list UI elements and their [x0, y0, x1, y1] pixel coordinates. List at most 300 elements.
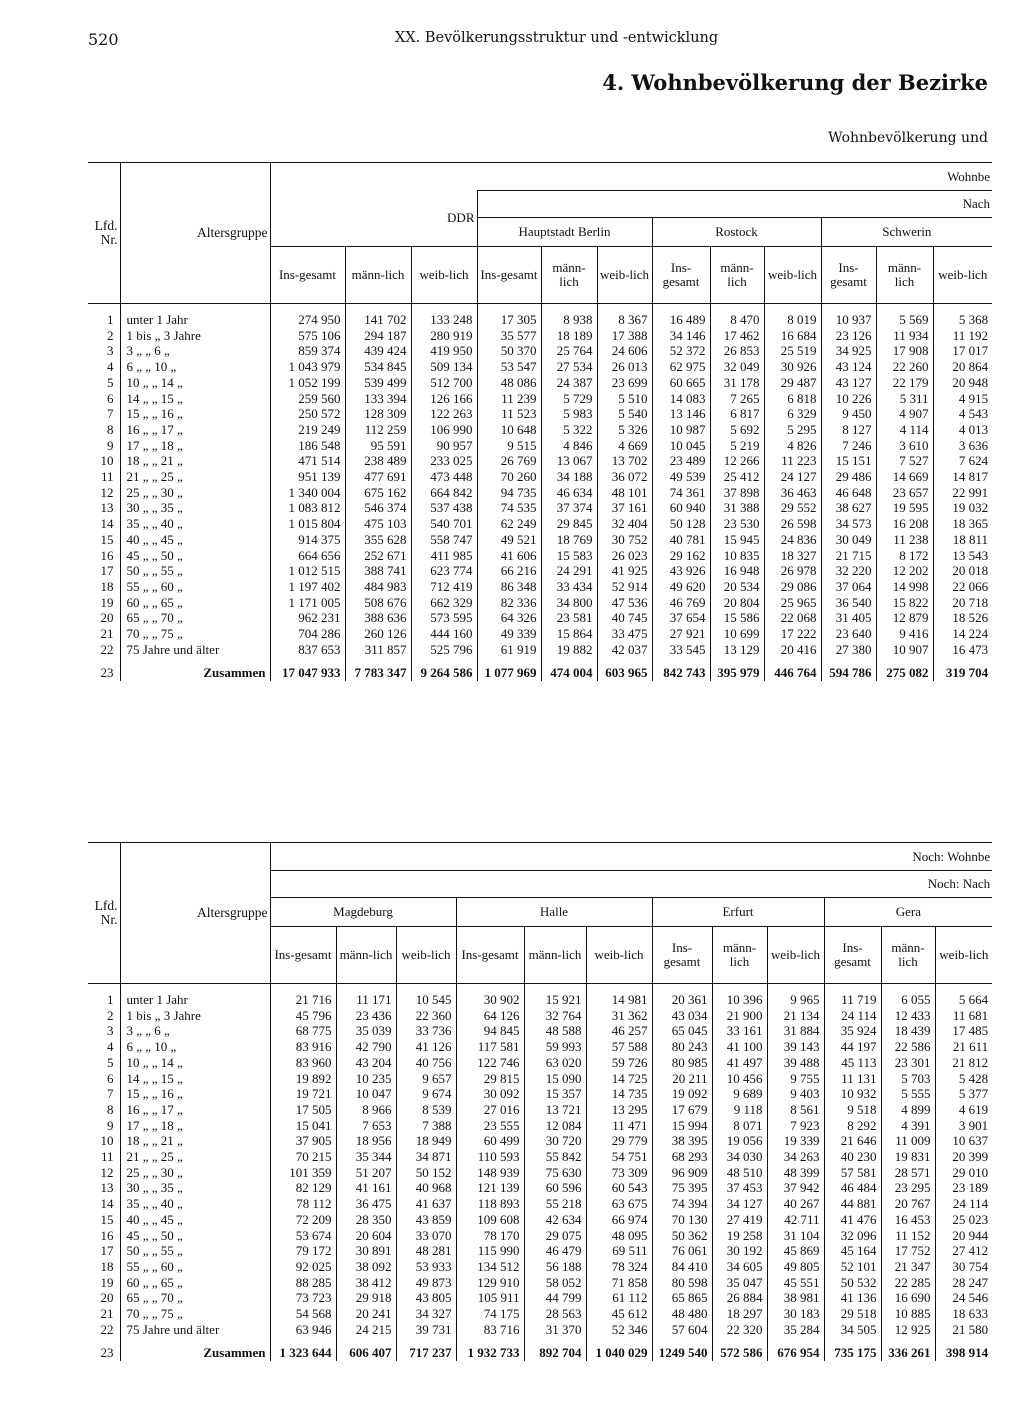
- value-cell: 4 899: [881, 1102, 935, 1118]
- value-cell: 26 978: [764, 563, 821, 579]
- value-cell: 15 583: [541, 548, 597, 564]
- table-row: [88, 1180, 992, 1196]
- total-row: [88, 665, 992, 681]
- value-cell: 13 702: [597, 453, 652, 469]
- value-cell: 10 545: [396, 992, 456, 1008]
- altersgruppe-header: Altersgruppe: [120, 163, 270, 304]
- value-cell: 27 534: [541, 359, 597, 375]
- value-cell: 27 412: [935, 1243, 992, 1259]
- value-cell: 29 162: [652, 548, 710, 564]
- value-cell: 12 084: [524, 1118, 586, 1134]
- value-cell: 3 610: [876, 438, 933, 454]
- page-number: 520: [88, 30, 119, 49]
- value-cell: 90 957: [411, 438, 477, 454]
- value-cell: 78 170: [456, 1228, 524, 1244]
- total-cell: 603 965: [597, 665, 652, 681]
- value-cell: 59 993: [524, 1039, 586, 1055]
- table-row: [88, 1165, 992, 1181]
- value-cell: 52 914: [597, 579, 652, 595]
- value-cell: 22 285: [881, 1275, 935, 1291]
- total-cell: 395 979: [710, 665, 764, 681]
- col-maennlich: männ-lich: [876, 247, 933, 304]
- value-cell: 23 640: [821, 626, 876, 642]
- value-cell: 14 224: [933, 626, 992, 642]
- value-cell: 64 126: [456, 1008, 524, 1024]
- value-cell: 45 551: [767, 1275, 824, 1291]
- row-number: 13: [100, 500, 114, 516]
- value-cell: 19 032: [933, 500, 992, 516]
- value-cell: 12 925: [881, 1322, 935, 1338]
- value-cell: 14 083: [652, 391, 710, 407]
- age-group: 18 „ „ 21 „: [120, 1133, 270, 1149]
- value-cell: 11 131: [824, 1071, 881, 1087]
- total-cell: 572 586: [712, 1345, 767, 1361]
- value-cell: 25 965: [764, 595, 821, 611]
- value-cell: 53 933: [396, 1259, 456, 1275]
- value-cell: 29 487: [764, 375, 821, 391]
- row-number: 9: [107, 1117, 114, 1133]
- row-number: 14: [100, 516, 114, 532]
- col-maennlich: männ-lich: [345, 247, 411, 304]
- value-cell: 4 915: [933, 391, 992, 407]
- value-cell: 5 219: [710, 438, 764, 454]
- row-number: 21: [100, 626, 114, 642]
- region-gera: Gera: [824, 898, 992, 927]
- row-number: 7: [107, 1086, 114, 1102]
- value-cell: 575 106: [270, 328, 345, 344]
- value-cell: 68 775: [270, 1023, 336, 1039]
- value-cell: 37 942: [767, 1180, 824, 1196]
- total-cell: 319 704: [933, 665, 992, 681]
- value-cell: 39 488: [767, 1055, 824, 1071]
- age-group: 70 „ „ 75 „: [120, 1306, 270, 1322]
- value-cell: 40 267: [767, 1196, 824, 1212]
- value-cell: 18 526: [933, 610, 992, 626]
- value-cell: 7 246: [821, 438, 876, 454]
- value-cell: 30 752: [597, 532, 652, 548]
- value-cell: 13 067: [541, 453, 597, 469]
- region-schwerin: Schwerin: [821, 218, 992, 247]
- value-cell: 32 220: [821, 563, 876, 579]
- value-cell: 31 388: [710, 500, 764, 516]
- value-cell: 52 372: [652, 343, 710, 359]
- value-cell: 18 956: [336, 1133, 396, 1149]
- value-cell: 65 865: [652, 1290, 712, 1306]
- value-cell: 5 368: [933, 312, 992, 328]
- value-cell: 38 627: [821, 500, 876, 516]
- value-cell: 122 263: [411, 406, 477, 422]
- value-cell: 29 086: [764, 579, 821, 595]
- table-row: [88, 626, 992, 642]
- value-cell: 11 152: [881, 1228, 935, 1244]
- value-cell: 82 336: [477, 595, 541, 611]
- row-number: 16: [100, 547, 114, 563]
- value-cell: 10 396: [712, 992, 767, 1008]
- age-group: 18 „ „ 21 „: [120, 453, 270, 469]
- value-cell: 50 152: [396, 1165, 456, 1181]
- value-cell: 71 858: [586, 1275, 652, 1291]
- value-cell: 46 479: [524, 1243, 586, 1259]
- row-number: 23: [100, 1345, 114, 1361]
- value-cell: 60 940: [652, 500, 710, 516]
- value-cell: 36 475: [336, 1196, 396, 1212]
- value-cell: 10 907: [876, 642, 933, 658]
- value-cell: 15 586: [710, 610, 764, 626]
- value-cell: 10 648: [477, 422, 541, 438]
- value-cell: 39 731: [396, 1322, 456, 1338]
- row-number: 16: [100, 1227, 114, 1243]
- value-cell: 4 391: [881, 1118, 935, 1134]
- value-cell: 42 790: [336, 1039, 396, 1055]
- value-cell: 22 179: [876, 375, 933, 391]
- value-cell: 18 365: [933, 516, 992, 532]
- value-cell: 11 009: [881, 1133, 935, 1149]
- value-cell: 48 101: [597, 485, 652, 501]
- value-cell: 51 207: [336, 1165, 396, 1181]
- value-cell: 5 311: [876, 391, 933, 407]
- value-cell: 20 416: [764, 642, 821, 658]
- age-group: 21 „ „ 25 „: [120, 1149, 270, 1165]
- value-cell: 55 218: [524, 1196, 586, 1212]
- value-cell: 48 510: [712, 1165, 767, 1181]
- value-cell: 4 543: [933, 406, 992, 422]
- value-cell: 11 192: [933, 328, 992, 344]
- value-cell: 9 689: [712, 1086, 767, 1102]
- value-cell: 9 450: [821, 406, 876, 422]
- total-cell: 1 323 644: [270, 1345, 336, 1361]
- value-cell: 35 039: [336, 1023, 396, 1039]
- value-cell: 12 266: [710, 453, 764, 469]
- value-cell: 16 473: [933, 642, 992, 658]
- value-cell: 24 387: [541, 375, 597, 391]
- value-cell: 64 326: [477, 610, 541, 626]
- value-cell: 38 412: [336, 1275, 396, 1291]
- row-number: 19: [100, 594, 114, 610]
- value-cell: 4 669: [597, 438, 652, 454]
- row-number: 4: [107, 359, 114, 375]
- age-group: 45 „ „ 50 „: [120, 548, 270, 564]
- age-group: 75 Jahre und älter: [120, 642, 270, 658]
- value-cell: 41 497: [712, 1055, 767, 1071]
- value-cell: 14 981: [586, 992, 652, 1008]
- value-cell: 48 399: [767, 1165, 824, 1181]
- value-cell: 9 657: [396, 1071, 456, 1087]
- value-cell: 29 010: [935, 1165, 992, 1181]
- value-cell: 17 305: [477, 312, 541, 328]
- value-cell: 7 923: [767, 1118, 824, 1134]
- value-cell: 6 329: [764, 406, 821, 422]
- value-cell: 74 175: [456, 1306, 524, 1322]
- value-cell: 43 204: [336, 1055, 396, 1071]
- value-cell: 509 134: [411, 359, 477, 375]
- value-cell: 36 540: [821, 595, 876, 611]
- value-cell: 112 259: [345, 422, 411, 438]
- value-cell: 19 882: [541, 642, 597, 658]
- value-cell: 20 767: [881, 1196, 935, 1212]
- value-cell: 859 374: [270, 343, 345, 359]
- value-cell: 12 202: [876, 563, 933, 579]
- value-cell: 18 439: [881, 1023, 935, 1039]
- value-cell: 7 527: [876, 453, 933, 469]
- value-cell: 34 800: [541, 595, 597, 611]
- value-cell: 233 025: [411, 453, 477, 469]
- table-row: [88, 1086, 992, 1102]
- value-cell: 274 950: [270, 312, 345, 328]
- value-cell: 38 092: [336, 1259, 396, 1275]
- value-cell: 238 489: [345, 453, 411, 469]
- table-row: [88, 469, 992, 485]
- value-cell: 54 568: [270, 1306, 336, 1322]
- age-group: 17 „ „ 18 „: [120, 1118, 270, 1134]
- table-row: [88, 1023, 992, 1039]
- col-insgesamt: Ins-gesamt: [652, 927, 712, 984]
- value-cell: 7 265: [710, 391, 764, 407]
- value-cell: 52 101: [824, 1259, 881, 1275]
- row-number: 12: [100, 1164, 114, 1180]
- value-cell: 44 197: [824, 1039, 881, 1055]
- value-cell: 23 489: [652, 453, 710, 469]
- value-cell: 17 752: [881, 1243, 935, 1259]
- total-cell: 594 786: [821, 665, 876, 681]
- row-number: 11: [100, 469, 114, 485]
- table-row: [88, 328, 992, 344]
- value-cell: 5 983: [541, 406, 597, 422]
- value-cell: 82 129: [270, 1180, 336, 1196]
- col-insgesamt: Ins-gesamt: [824, 927, 881, 984]
- table-row: [88, 1196, 992, 1212]
- value-cell: 57 604: [652, 1322, 712, 1338]
- table-row: [88, 406, 992, 422]
- value-cell: 13 543: [933, 548, 992, 564]
- value-cell: 43 124: [821, 359, 876, 375]
- age-group: 16 „ „ 17 „: [120, 1102, 270, 1118]
- col-maennlich: männ-lich: [881, 927, 935, 984]
- value-cell: 10 235: [336, 1071, 396, 1087]
- value-cell: 121 139: [456, 1180, 524, 1196]
- value-cell: 60 499: [456, 1133, 524, 1149]
- row-number: 10: [100, 1133, 114, 1149]
- value-cell: 30 183: [767, 1306, 824, 1322]
- row-number: 18: [100, 578, 114, 594]
- value-cell: 6 817: [710, 406, 764, 422]
- age-group: 45 „ „ 50 „: [120, 1228, 270, 1244]
- value-cell: 22 260: [876, 359, 933, 375]
- header-wohnbe: Wohnbe: [270, 163, 992, 191]
- value-cell: 44 881: [824, 1196, 881, 1212]
- value-cell: 49 805: [767, 1259, 824, 1275]
- value-cell: 22 991: [933, 485, 992, 501]
- table-row: [88, 1102, 992, 1118]
- value-cell: 558 747: [411, 532, 477, 548]
- value-cell: 18 633: [935, 1306, 992, 1322]
- value-cell: 19 258: [712, 1228, 767, 1244]
- value-cell: 66 974: [586, 1212, 652, 1228]
- col-maennlich: männ-lich: [524, 927, 586, 984]
- age-group: 55 „ „ 60 „: [120, 579, 270, 595]
- age-group: 50 „ „ 55 „: [120, 1243, 270, 1259]
- table-row: [88, 422, 992, 438]
- value-cell: 30 049: [821, 532, 876, 548]
- row-number: 23: [100, 665, 114, 681]
- total-cell: 9 264 586: [411, 665, 477, 681]
- value-cell: 33 545: [652, 642, 710, 658]
- value-cell: 63 020: [524, 1055, 586, 1071]
- total-cell: 735 175: [824, 1345, 881, 1361]
- value-cell: 11 471: [586, 1118, 652, 1134]
- value-cell: 26 884: [712, 1290, 767, 1306]
- age-group: 30 „ „ 35 „: [120, 500, 270, 516]
- value-cell: 63 675: [586, 1196, 652, 1212]
- col-maennlich: männ-lich: [336, 927, 396, 984]
- value-cell: 118 893: [456, 1196, 524, 1212]
- value-cell: 26 769: [477, 453, 541, 469]
- value-cell: 9 755: [767, 1071, 824, 1087]
- value-cell: 48 588: [524, 1023, 586, 1039]
- col-weiblich: weib-lich: [597, 247, 652, 304]
- row-number: 17: [100, 1243, 114, 1259]
- value-cell: 8 127: [821, 422, 876, 438]
- value-cell: 29 815: [456, 1071, 524, 1087]
- row-number: 19: [100, 1274, 114, 1290]
- value-cell: 88 285: [270, 1275, 336, 1291]
- value-cell: 12 879: [876, 610, 933, 626]
- col-insgesamt: Ins-gesamt: [821, 247, 876, 304]
- value-cell: 573 595: [411, 610, 477, 626]
- total-cell: 474 004: [541, 665, 597, 681]
- value-cell: 21 900: [712, 1008, 767, 1024]
- row-number: 1: [107, 992, 114, 1007]
- value-cell: 26 013: [597, 359, 652, 375]
- header-noch-wohnbe: Noch: Wohnbe: [270, 843, 992, 871]
- value-cell: 70 215: [270, 1149, 336, 1165]
- value-cell: 73 723: [270, 1290, 336, 1306]
- value-cell: 10 699: [710, 626, 764, 642]
- value-cell: 22 066: [933, 579, 992, 595]
- value-cell: 61 112: [586, 1290, 652, 1306]
- row-number: 1: [107, 312, 114, 327]
- value-cell: 17 222: [764, 626, 821, 642]
- value-cell: 62 249: [477, 516, 541, 532]
- value-cell: 7 388: [396, 1118, 456, 1134]
- value-cell: 94 735: [477, 485, 541, 501]
- value-cell: 5 703: [881, 1071, 935, 1087]
- value-cell: 13 295: [586, 1102, 652, 1118]
- value-cell: 30 192: [712, 1243, 767, 1259]
- value-cell: 59 726: [586, 1055, 652, 1071]
- value-cell: 5 295: [764, 422, 821, 438]
- value-cell: 5 664: [935, 992, 992, 1008]
- value-cell: 40 781: [652, 532, 710, 548]
- value-cell: 20 211: [652, 1071, 712, 1087]
- value-cell: 33 736: [396, 1023, 456, 1039]
- row-number: 8: [107, 421, 114, 437]
- value-cell: 41 161: [336, 1180, 396, 1196]
- value-cell: 29 075: [524, 1228, 586, 1244]
- value-cell: 122 746: [456, 1055, 524, 1071]
- value-cell: 78 112: [270, 1196, 336, 1212]
- value-cell: 33 161: [712, 1023, 767, 1039]
- value-cell: 21 134: [767, 1008, 824, 1024]
- value-cell: 294 187: [345, 328, 411, 344]
- value-cell: 10 885: [881, 1306, 935, 1322]
- value-cell: 1 171 005: [270, 595, 345, 611]
- value-cell: 43 127: [821, 375, 876, 391]
- value-cell: 38 981: [767, 1290, 824, 1306]
- value-cell: 55 842: [524, 1149, 586, 1165]
- table-title: 4. Wohnbevölkerung der Bezirke: [602, 70, 988, 95]
- value-cell: 29 845: [541, 516, 597, 532]
- value-cell: 17 485: [935, 1023, 992, 1039]
- table-row: [88, 1290, 992, 1306]
- value-cell: 17 505: [270, 1102, 336, 1118]
- value-cell: 17 908: [876, 343, 933, 359]
- value-cell: 623 774: [411, 563, 477, 579]
- age-group: 17 „ „ 18 „: [120, 438, 270, 454]
- value-cell: 52 346: [586, 1322, 652, 1338]
- total-cell: 275 082: [876, 665, 933, 681]
- age-group: 60 „ „ 65 „: [120, 1275, 270, 1291]
- col-insgesamt: Ins-gesamt: [652, 247, 710, 304]
- value-cell: 27 921: [652, 626, 710, 642]
- value-cell: 5 540: [597, 406, 652, 422]
- value-cell: 5 428: [935, 1071, 992, 1087]
- value-cell: 73 309: [586, 1165, 652, 1181]
- value-cell: 32 049: [710, 359, 764, 375]
- value-cell: 129 910: [456, 1275, 524, 1291]
- value-cell: 21 716: [270, 992, 336, 1008]
- value-cell: 13 721: [524, 1102, 586, 1118]
- value-cell: 37 161: [597, 500, 652, 516]
- table-row: [88, 579, 992, 595]
- row-number: 12: [100, 484, 114, 500]
- value-cell: 546 374: [345, 500, 411, 516]
- value-cell: 43 859: [396, 1212, 456, 1228]
- value-cell: 115 990: [456, 1243, 524, 1259]
- value-cell: 22 360: [396, 1008, 456, 1024]
- age-group: unter 1 Jahr: [120, 312, 270, 328]
- value-cell: 5 377: [935, 1086, 992, 1102]
- value-cell: 11 681: [935, 1008, 992, 1024]
- value-cell: 62 975: [652, 359, 710, 375]
- value-cell: 32 096: [824, 1228, 881, 1244]
- table-row: [88, 391, 992, 407]
- value-cell: 50 370: [477, 343, 541, 359]
- population-table-2: [88, 842, 992, 1361]
- value-cell: 36 463: [764, 485, 821, 501]
- value-cell: 29 486: [821, 469, 876, 485]
- value-cell: 10 835: [710, 548, 764, 564]
- table-row: [88, 375, 992, 391]
- value-cell: 29 552: [764, 500, 821, 516]
- value-cell: 65 045: [652, 1023, 712, 1039]
- population-table-1: [88, 162, 992, 681]
- value-cell: 18 811: [933, 532, 992, 548]
- col-weiblich: weib-lich: [767, 927, 824, 984]
- value-cell: 47 536: [597, 595, 652, 611]
- row-number: 5: [107, 374, 114, 390]
- value-cell: 419 950: [411, 343, 477, 359]
- value-cell: 36 072: [597, 469, 652, 485]
- table-row: [88, 500, 992, 516]
- value-cell: 21 347: [881, 1259, 935, 1275]
- value-cell: 1 197 402: [270, 579, 345, 595]
- value-cell: 49 620: [652, 579, 710, 595]
- value-cell: 38 395: [652, 1133, 712, 1149]
- value-cell: 19 092: [652, 1086, 712, 1102]
- row-number: 6: [107, 1070, 114, 1086]
- value-cell: 49 539: [652, 469, 710, 485]
- value-cell: 41 637: [396, 1196, 456, 1212]
